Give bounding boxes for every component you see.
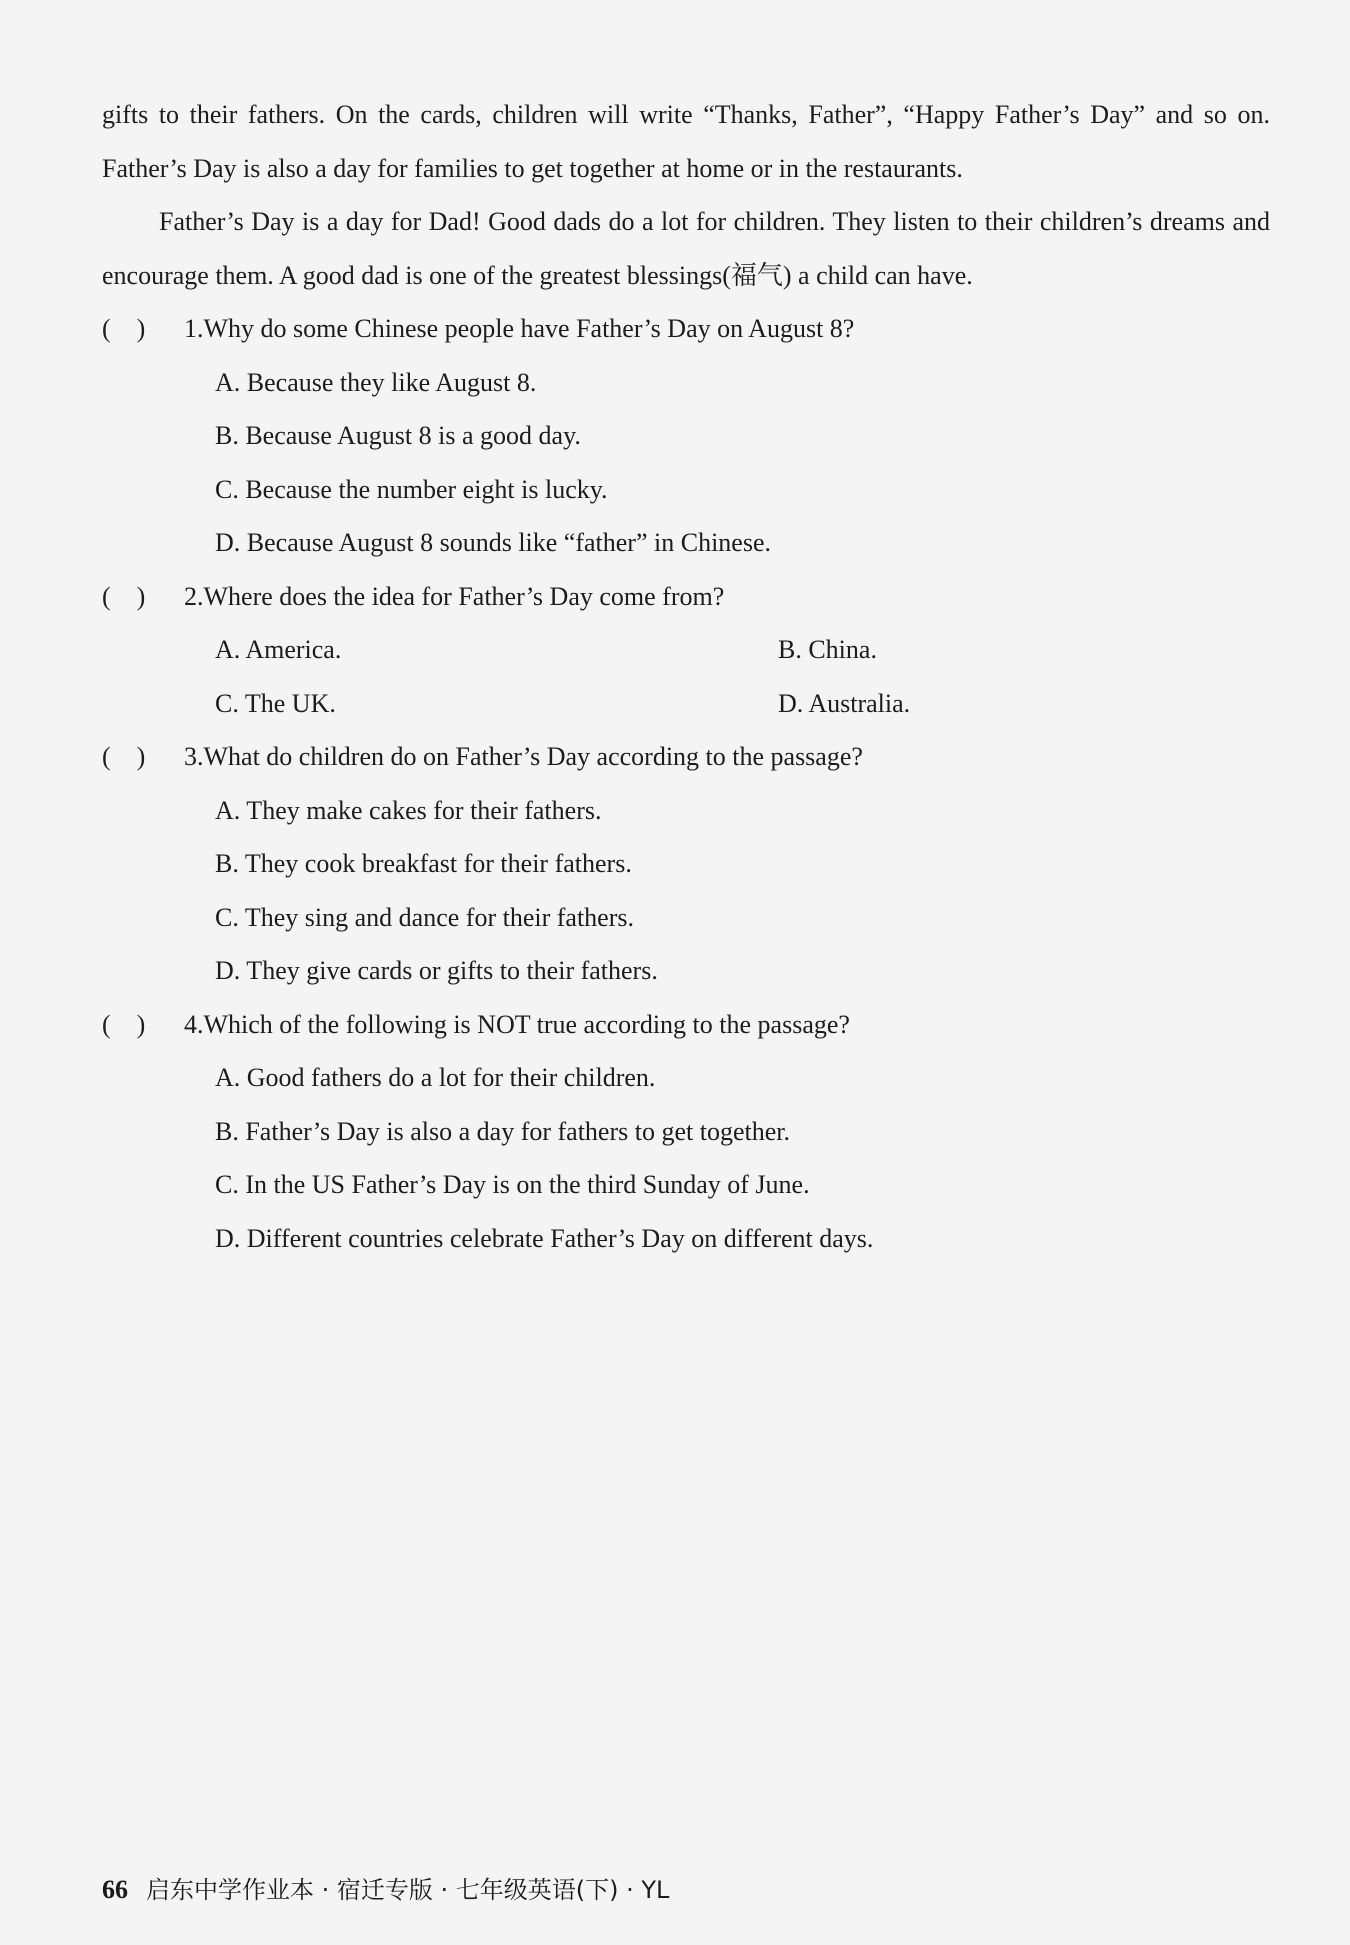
question-number: 2.	[184, 581, 204, 611]
option-a: A. America.	[215, 635, 342, 664]
option-d: D. Different countries celebrate Father’s Day on different days.	[215, 1223, 874, 1253]
question-number: 4.	[184, 1009, 204, 1039]
answer-blank[interactable]: ( )	[102, 314, 146, 343]
options-list	[102, 784, 1270, 998]
option-d: D. Australia.	[778, 688, 911, 718]
option-a: A. They make cakes for their fathers.	[215, 795, 602, 825]
options-list	[102, 623, 1270, 730]
question-2	[102, 570, 1270, 731]
question-text: What do children do on Father’s Day according to the passage?	[203, 742, 863, 771]
passage-paragraph-2: Father’s Day is a day for Dad! Good dads do a lot for children. They listen to their children’s dreams and encourage them. A good dad is one of the greatest blessings(福气) a child can have.	[102, 207, 1270, 290]
option-c: C. In the US Father’s Day is on the third Sunday of June.	[215, 1170, 810, 1199]
page-number: 66	[102, 1875, 128, 1904]
question-4	[102, 998, 1270, 1266]
options-list	[102, 1051, 1270, 1265]
question-number: 1.	[184, 314, 204, 343]
option-b: B. China.	[778, 635, 877, 664]
option-b: B. Because August 8 is a good day.	[215, 421, 581, 450]
book-title: 启东中学作业本 · 宿迁专版 · 七年级英语(下) · YL	[146, 1876, 670, 1904]
question-3	[102, 730, 1270, 998]
option-b: B. They cook breakfast for their fathers.	[215, 849, 632, 878]
options-list	[102, 356, 1270, 570]
question-text: Which of the following is NOT true according to the passage?	[203, 1009, 850, 1039]
option-a: A. Good fathers do a lot for their children.	[215, 1063, 656, 1092]
answer-blank[interactable]: ( )	[102, 1009, 146, 1039]
passage-paragraph-1: gifts to their fathers. On the cards, children will write “Thanks, Father”, “Happy Father’s Day” and so on. Father’s Day is also a day for families to get together at home or in the restaurants.	[102, 100, 1270, 183]
reading-content	[102, 88, 1270, 1265]
page-footer	[102, 1870, 669, 1905]
option-c: C. The UK.	[215, 688, 336, 718]
option-d: D. Because August 8 sounds like “father” in Chinese.	[215, 528, 771, 557]
question-number: 3.	[184, 742, 204, 771]
option-b: B. Father’s Day is also a day for fathers to get together.	[215, 1116, 790, 1146]
answer-blank[interactable]: ( )	[102, 581, 146, 611]
option-d: D. They give cards or gifts to their fathers.	[215, 956, 658, 985]
option-c: C. Because the number eight is lucky.	[215, 474, 608, 504]
question-text: Where does the idea for Father’s Day come from?	[203, 581, 725, 611]
answer-blank[interactable]: ( )	[102, 742, 146, 771]
question-1	[102, 302, 1270, 570]
option-a: A. Because they like August 8.	[215, 367, 537, 397]
option-c: C. They sing and dance for their fathers.	[215, 902, 634, 932]
question-text: Why do some Chinese people have Father’s Day on August 8?	[203, 314, 855, 343]
